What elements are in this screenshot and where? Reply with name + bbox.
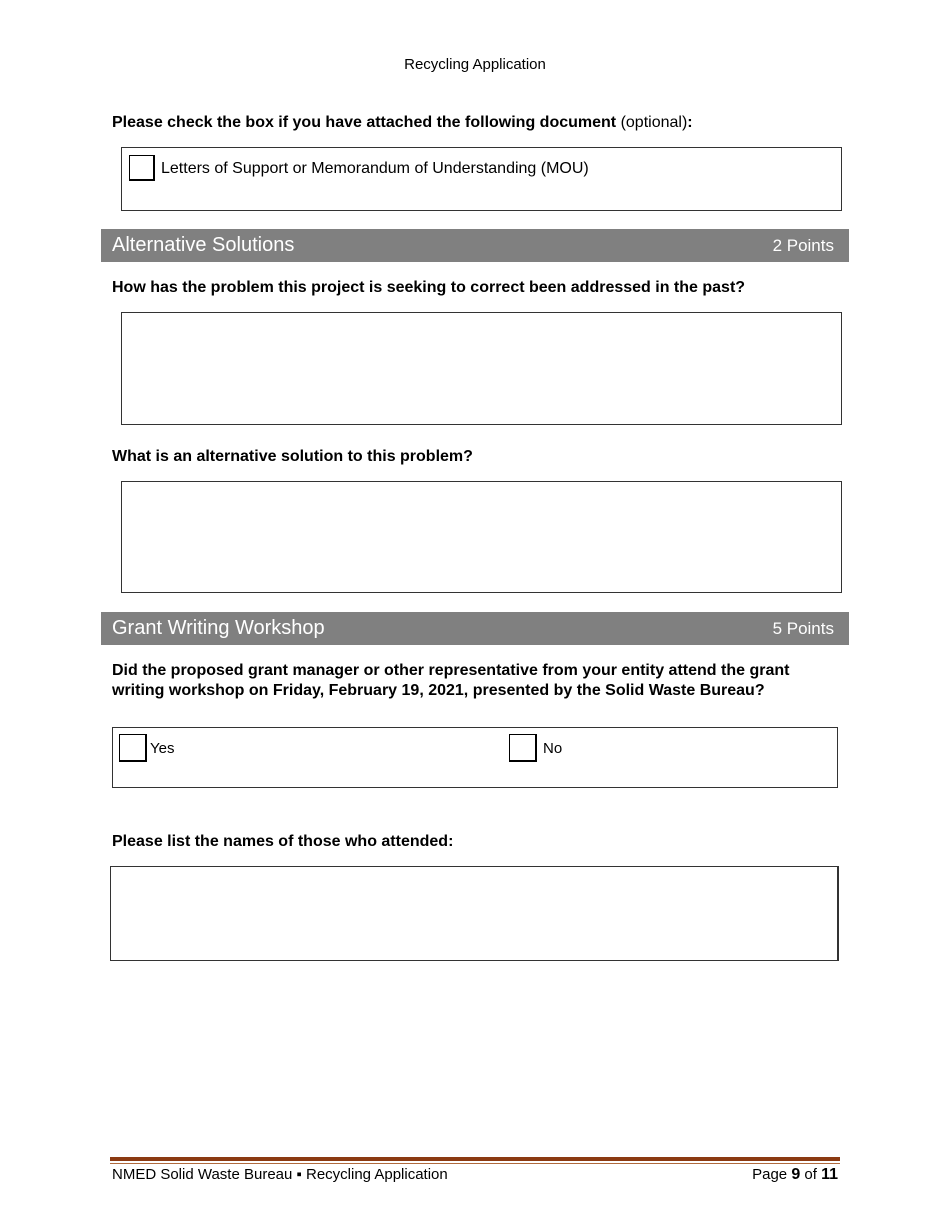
section-title: Grant Writing Workshop bbox=[112, 617, 325, 639]
page-prefix: Page bbox=[752, 1166, 788, 1183]
page-total: 11 bbox=[821, 1166, 838, 1183]
section-bar-grant-writing-workshop bbox=[101, 612, 849, 645]
attendees-question: Please list the names of those who attended: bbox=[112, 833, 454, 850]
section-bar-alternative-solutions bbox=[101, 229, 849, 262]
attachment-question bbox=[112, 113, 693, 133]
attachment-box bbox=[121, 147, 842, 211]
section-points: 2 Points bbox=[772, 235, 834, 255]
attendees-answer-field[interactable] bbox=[110, 866, 839, 961]
footer-rule bbox=[110, 1157, 840, 1161]
attachment-colon: : bbox=[687, 114, 693, 131]
workshop-attendance-box bbox=[112, 727, 838, 788]
section-points: 5 Points bbox=[772, 618, 834, 638]
workshop-attendance-question bbox=[112, 661, 789, 701]
alternative-solution-question: What is an alternative solution to this problem? bbox=[112, 448, 473, 465]
page-of: of bbox=[804, 1166, 817, 1183]
alternative-solution-answer-field[interactable] bbox=[121, 481, 842, 593]
workshop-question-line1: Did the proposed grant manager or other representative from your entity attend the grant bbox=[112, 662, 790, 679]
section-title: Alternative Solutions bbox=[112, 234, 295, 256]
no-label: No bbox=[543, 740, 563, 757]
past-approach-question: How has the problem this project is seeking to correct been addressed in the past? bbox=[112, 279, 746, 296]
footer-rule-thin bbox=[110, 1163, 840, 1164]
past-approach-answer-field[interactable] bbox=[121, 312, 842, 425]
footer-page-number bbox=[752, 1166, 838, 1184]
mou-checkbox[interactable] bbox=[129, 155, 155, 181]
attachment-question-text: Please check the box if you have attached the following document bbox=[112, 114, 617, 131]
attachment-optional-text: (optional) bbox=[620, 114, 688, 131]
workshop-question-line2: writing workshop on Friday, February 19, 2021, presented by the Solid Waste Bureau? bbox=[112, 682, 765, 699]
yes-label: Yes bbox=[150, 740, 175, 757]
mou-label: Letters of Support or Memorandum of Understanding (MOU) bbox=[161, 160, 589, 177]
yes-checkbox[interactable] bbox=[119, 734, 147, 762]
footer-document-title: NMED Solid Waste Bureau ▪ Recycling Application bbox=[112, 1166, 448, 1183]
page-current: 9 bbox=[791, 1166, 801, 1183]
page-header: Recycling Application bbox=[404, 56, 546, 73]
no-checkbox[interactable] bbox=[509, 734, 537, 762]
